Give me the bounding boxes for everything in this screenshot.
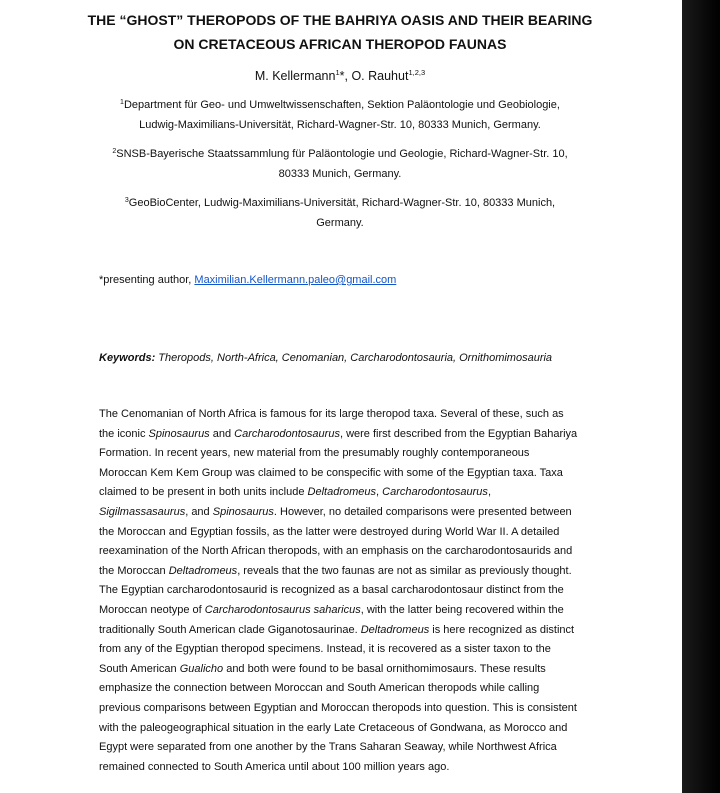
taxon-name: Deltadromeus [307,486,377,499]
abstract-line [99,679,599,699]
abstract-line [99,758,599,778]
abstract-line [99,542,599,562]
affiliation-line: Department für Geo- und Umweltwissenschaften, Sektion Paläontologie und Geobiologie, [123,99,560,111]
presenting-author-mark: * [339,69,345,83]
abstract-text: . However, no detailed comparisons were presented between [273,505,572,518]
abstract-text: traditionally South American clade Giganotosaurinae. [99,623,361,636]
abstract-text: emphasize the connection between Moroccan and South American theropods while calling [99,682,540,695]
viewer-background [682,0,720,793]
affiliation-number: 2 [112,148,117,155]
abstract-line [99,581,599,601]
author-name: O. Rauhut [351,69,409,83]
abstract-text: with the paleogeographical situation in the early Late Cretaceous of Gondwana, as Morocco and [99,721,568,734]
abstract-text: , [487,486,491,499]
paper-title [60,8,620,56]
abstract-text: , were first described from the Egyptian Bahariya [339,427,578,440]
abstract-line [99,621,599,641]
abstract-text: Formation. In recent years, new material from the presumably roughly contemporaneous [99,447,530,460]
abstract-line [99,562,599,582]
abstract-line [99,601,599,621]
affiliation-line: Germany. [316,217,364,229]
author-affiliation-ref: 1 [335,68,340,77]
abstract-text: , with the latter being recovered within the [360,603,564,616]
abstract-text: , reveals that the two faunas are not as similar as previously thought. [237,564,572,577]
abstract-line [99,660,599,680]
abstract-line [99,738,599,758]
abstract-text: Egypt were separated from one another by the Trans Saharan Seaway, while Northwest Africa [99,741,557,754]
author-separator: , [344,69,352,83]
taxon-name: Sigilmassasaurus [99,505,186,518]
abstract-text: is here recognized as distinct [429,623,575,636]
abstract-text: the Moroccan and Egyptian fossils, as the latter were destroyed during World War II. A detailed [99,525,560,538]
abstract-text: previous comparisons between Egyptian and Moroccan theropods into question. This is consistent [99,701,577,714]
author-list [60,66,620,86]
abstract-text: Moroccan neotype of [99,603,205,616]
author-name: M. Kellermann [254,69,336,83]
abstract-line [99,483,599,503]
email-link[interactable]: Maximilian.Kellermann.paleo@gmail.com [194,274,397,286]
presenting-author-label: *presenting author, [99,274,195,286]
abstract-body [99,405,599,777]
abstract-line [99,405,599,425]
abstract-line [99,699,599,719]
title-line-2: ON CRETACEOUS AFRICAN THEROPOD FAUNAS [173,36,507,52]
taxon-name: Carcharodontosaurus [382,486,488,499]
presenting-author-note [99,270,396,290]
title-line-1: THE “GHOST” THEROPODS OF THE BAHRIYA OASIS AND THEIR BEARING [87,12,593,28]
abstract-text: South American [99,662,180,675]
affiliation-line: 80333 Munich, Germany. [278,168,402,180]
abstract-line [99,719,599,739]
taxon-name: Carcharodontosaurus [234,427,340,440]
keywords-label: Keywords: [99,352,156,364]
keywords-line [99,348,552,368]
abstract-text: from any of the Egyptian theropod specimens. Instead, it is recovered as a sister taxon to the [99,643,551,656]
taxon-name: Spinosaurus [148,427,210,440]
taxon-name: Deltadromeus [360,623,430,636]
abstract-text: , and [185,505,213,518]
keywords-text: Theropods, North-Africa, Cenomanian, Carcharodontosauria, Ornithomimosauria [155,352,553,364]
abstract-text: the iconic [99,427,149,440]
abstract-text: and both were found to be basal ornithomimosaurs. These results [223,662,546,675]
abstract-line [99,444,599,464]
taxon-name: Gualicho [179,662,224,675]
abstract-line [99,425,599,445]
taxon-name: Carcharodontosaurus saharicus [204,603,361,616]
abstract-text: , [376,486,383,499]
abstract-line [99,464,599,484]
affiliation-1 [100,95,580,135]
affiliation-line: Ludwig-Maximilians-Universität, Richard-Wagner-Str. 10, 80333 Munich, Germany. [139,119,541,131]
abstract-line [99,503,599,523]
affiliation-number: 3 [124,197,129,204]
abstract-line [99,640,599,660]
affiliation-number: 1 [120,99,124,106]
abstract-text: and [209,427,235,440]
author-affiliation-ref: 1,2,3 [408,68,426,77]
abstract-line [99,523,599,543]
abstract-text: claimed to be present in both units include [99,486,308,499]
abstract-text: The Cenomanian of North Africa is famous for its large theropod taxa. Several of these, such as [99,408,564,420]
abstract-text: remained connected to South America until about 100 million years ago. [99,760,450,773]
taxon-name: Spinosaurus [212,505,274,518]
taxon-name: Deltadromeus [168,564,238,577]
affiliation-2 [100,144,580,184]
abstract-text: Moroccan Kem Kem Group was claimed to be conspecific with some of the Egyptian taxa. Taxa [99,466,563,479]
affiliation-3 [100,193,580,233]
affiliation-line: GeoBioCenter, Ludwig-Maximilians-Universität, Richard-Wagner-Str. 10, 80333 Munich, [128,197,556,209]
abstract-text: reexamination of the North African theropods, with an emphasis on the carcharodontosaurids and [99,545,573,558]
abstract-text: the Moroccan [99,564,169,577]
abstract-text: The Egyptian carcharodontosaurid is recognized as a basal carcharodontosaur distinct from the [99,584,564,597]
affiliation-line: SNSB-Bayerische Staatssammlung für Paläontologie und Geologie, Richard-Wagner-Str. 10, [116,148,568,160]
